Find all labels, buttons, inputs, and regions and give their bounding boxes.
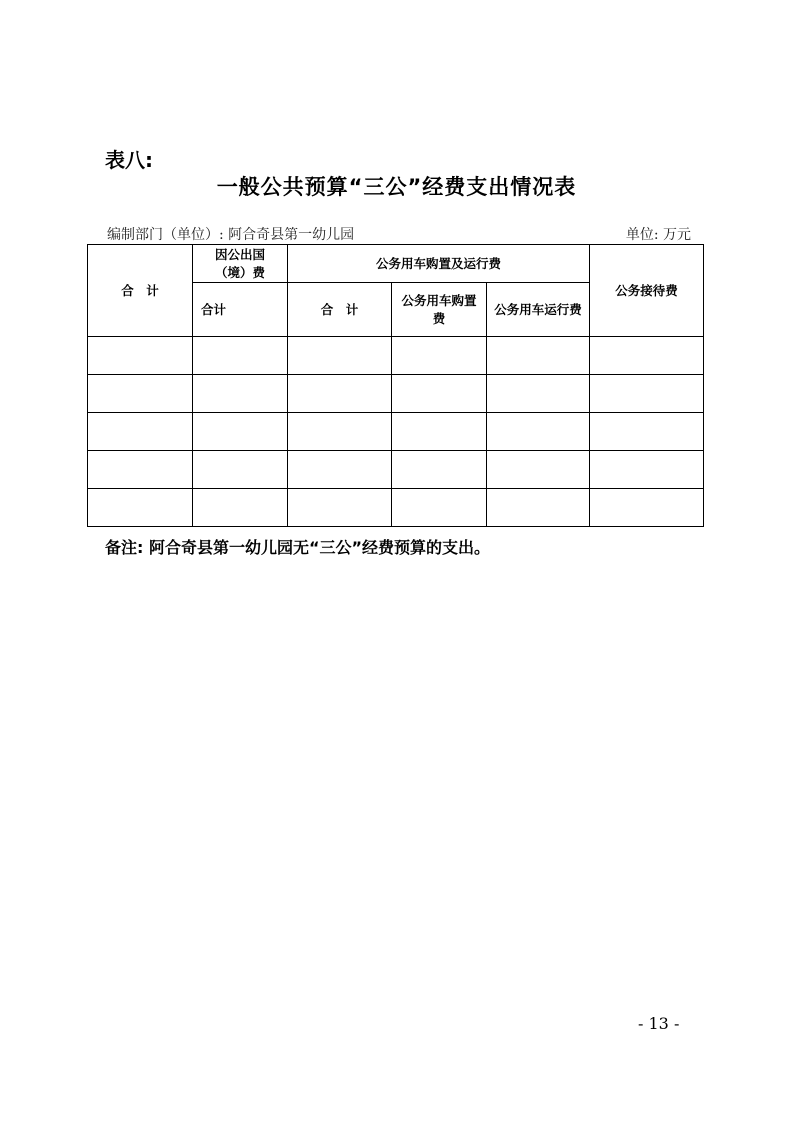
footnote: 备注: 阿合奇县第一幼儿园无“三公”经费预算的支出。: [105, 538, 491, 557]
table-cell: [590, 337, 704, 375]
table-cell: [288, 337, 392, 375]
header-vehicle-operation: 公务用车运行费: [487, 283, 590, 337]
meta-line: [107, 224, 691, 244]
table-cell: [88, 489, 193, 527]
table-cell: [88, 451, 193, 489]
table-cell: [392, 451, 487, 489]
table-cell: [487, 413, 590, 451]
table-cell: [392, 413, 487, 451]
table-cell: [487, 375, 590, 413]
table-cell: [88, 375, 193, 413]
budget-table: [87, 244, 704, 527]
table-cell: [590, 413, 704, 451]
table-cell: [487, 451, 590, 489]
table-row: [88, 451, 704, 489]
header-reception: 公务接待费: [590, 245, 704, 337]
table-cell: [88, 413, 193, 451]
table-cell: [193, 413, 288, 451]
table-cell: [590, 375, 704, 413]
table-cell: [288, 451, 392, 489]
header-total: 合 计: [88, 245, 193, 337]
unit-label: 单位: 万元: [625, 227, 691, 243]
table-cell: [487, 337, 590, 375]
table-row: [88, 375, 704, 413]
table-cell: [288, 489, 392, 527]
table-cell: [88, 337, 193, 375]
table-cell: [193, 337, 288, 375]
department-label: 编制部门（单位）: 阿合奇县第一幼儿园: [107, 227, 355, 243]
table-cell: [193, 489, 288, 527]
table-row: [88, 337, 704, 375]
table-cell: [193, 375, 288, 413]
table-cell: [392, 489, 487, 527]
table-cell: [590, 489, 704, 527]
table-cell: [590, 451, 704, 489]
header-abroad: 因公出国（境）费: [193, 245, 288, 283]
header-vehicle-total: 合 计: [288, 283, 392, 337]
table-cell: [487, 489, 590, 527]
page-number: - 13 -: [638, 1014, 680, 1033]
table-cell: [288, 375, 392, 413]
table-cell: [193, 451, 288, 489]
page-title: 一般公共预算“三公”经费支出情况表: [216, 175, 577, 199]
table-cell: [288, 413, 392, 451]
table-cell: [392, 375, 487, 413]
table-row: [88, 413, 704, 451]
table-row: [88, 489, 704, 527]
table-label: 表八:: [105, 148, 153, 172]
table-cell: [392, 337, 487, 375]
header-abroad-total: 合计: [193, 283, 288, 337]
header-vehicle-purchase: 公务用车购置费: [392, 283, 487, 337]
header-vehicle-group: 公务用车购置及运行费: [288, 245, 590, 283]
